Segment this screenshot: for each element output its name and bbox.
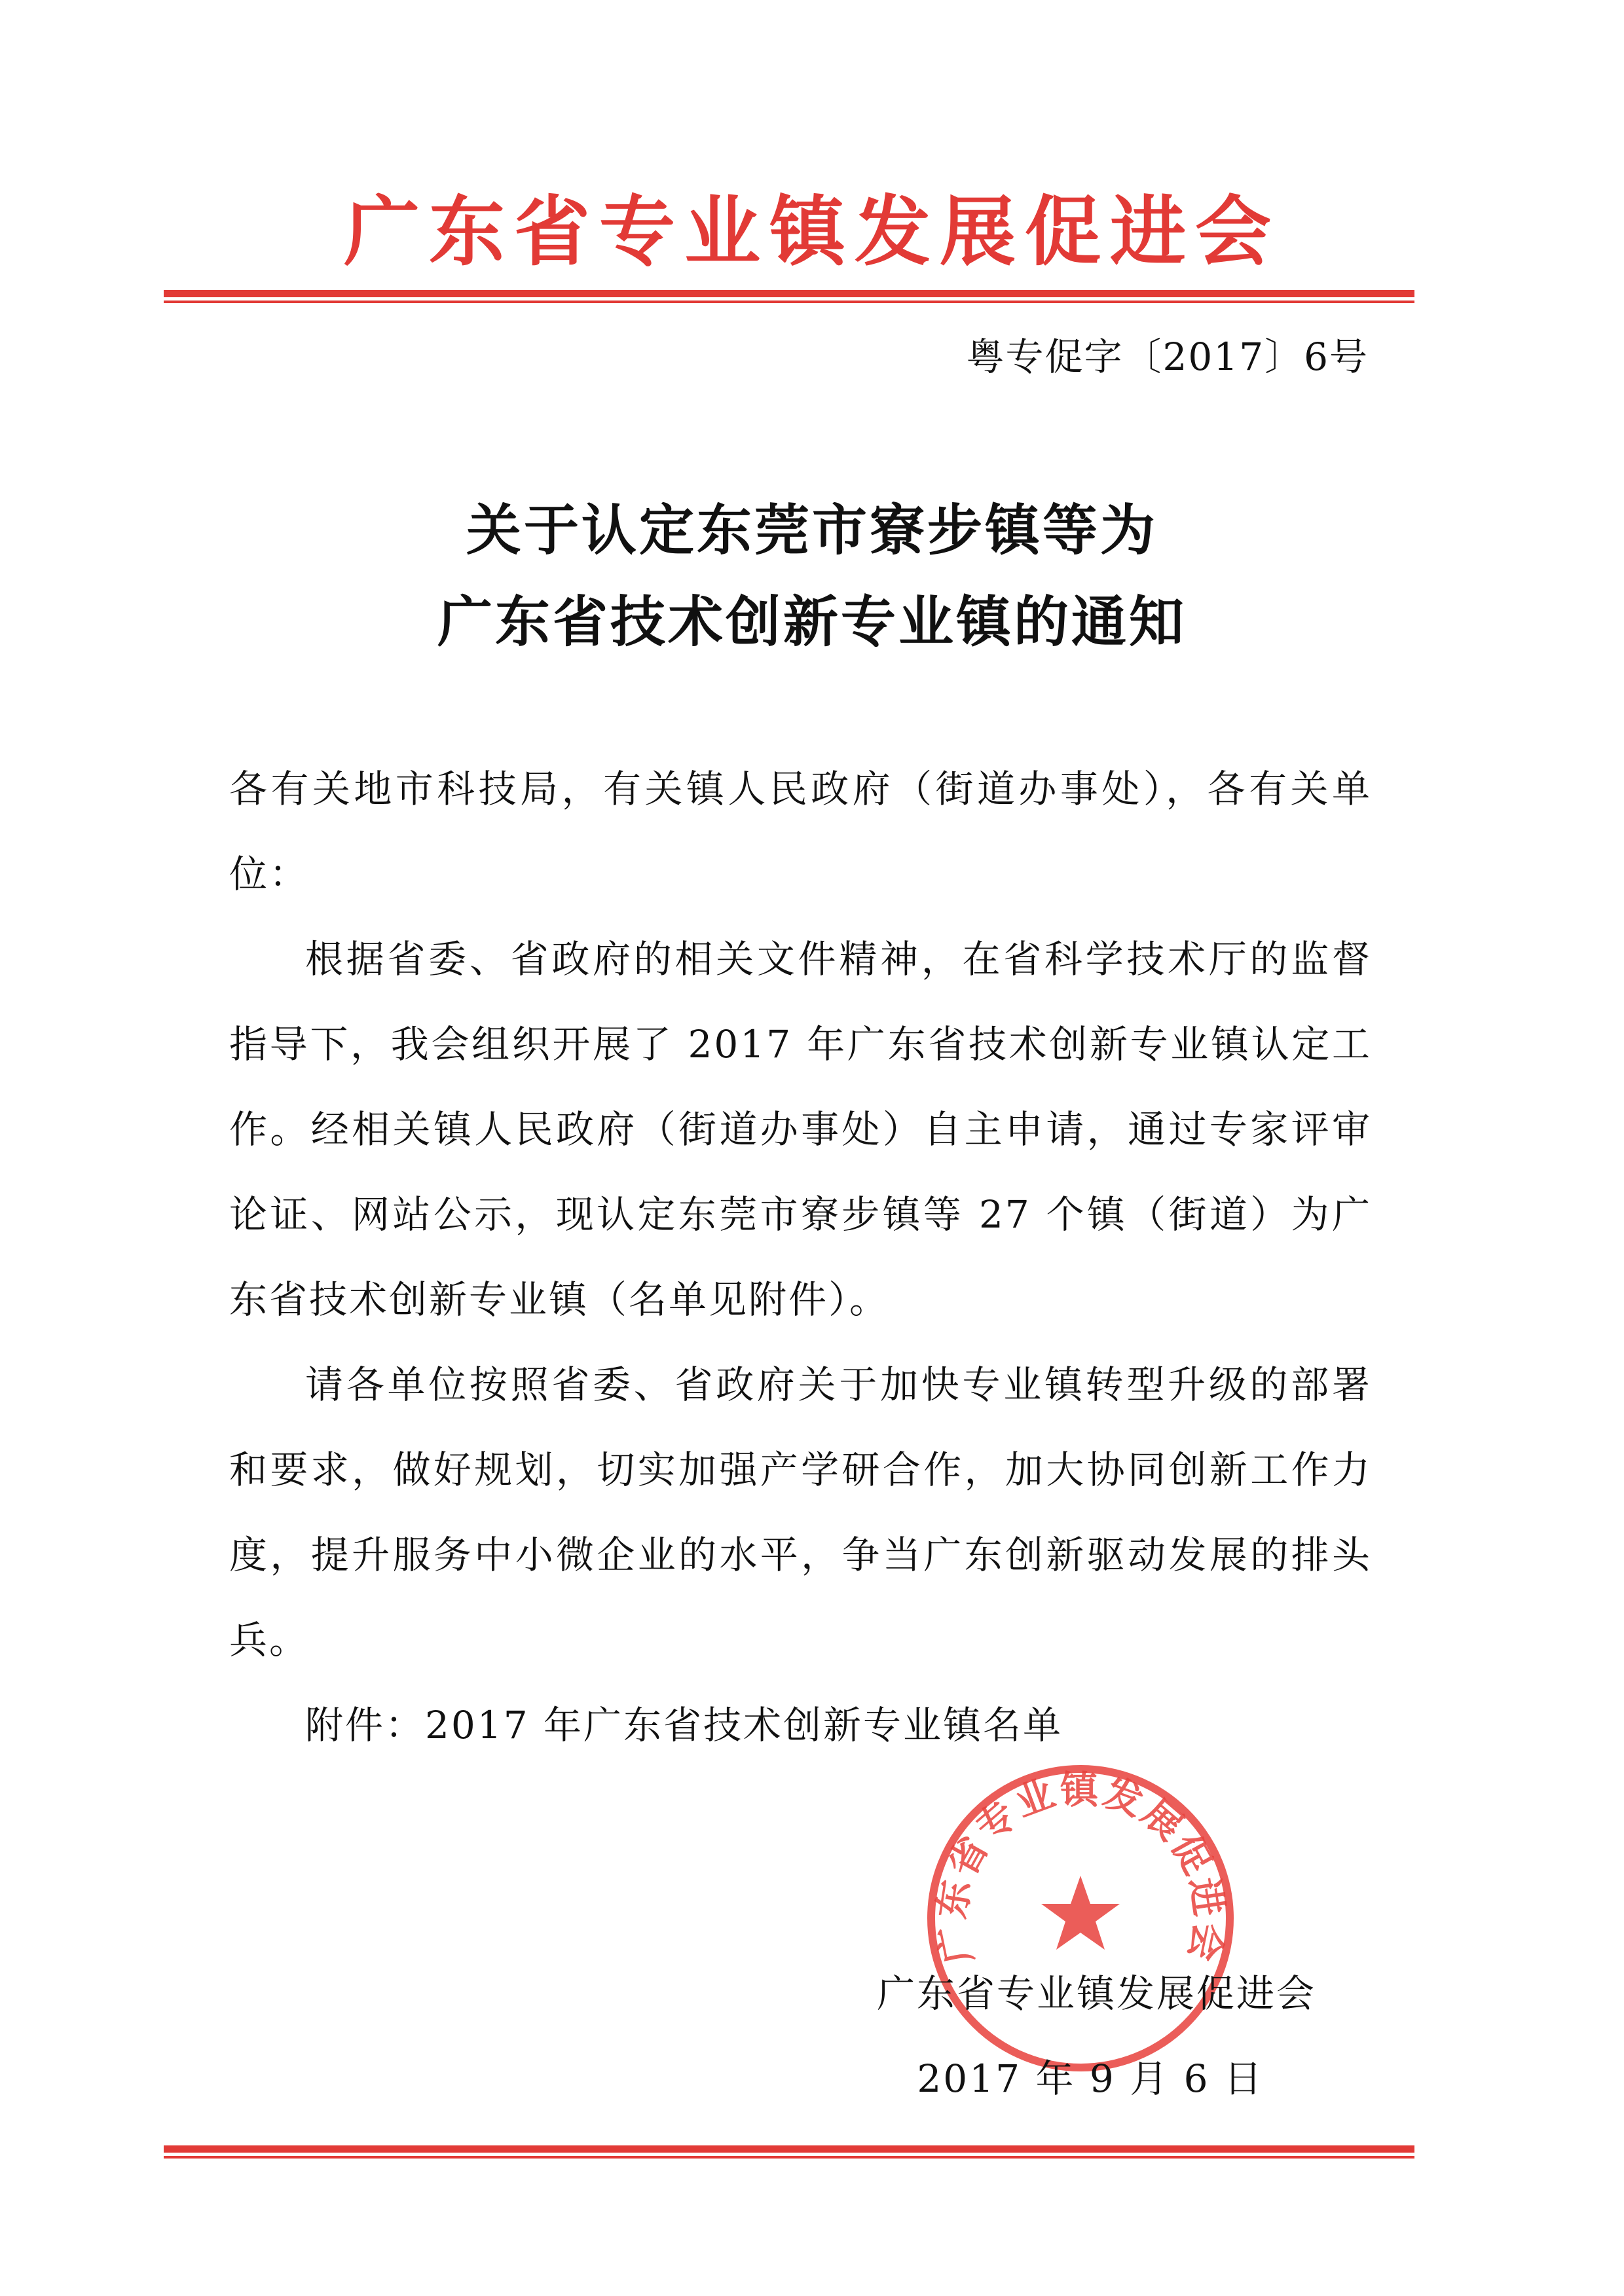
signature-date: 2017 年 9 月 6 日 (917, 2056, 1264, 2101)
document-number: 粤专促字〔2017〕6号 (966, 335, 1369, 379)
footer-divider-thick (164, 2145, 1414, 2153)
signature-block (877, 1951, 1316, 2121)
org-letterhead: 广东省专业镇发展促进会 (344, 188, 1280, 276)
footer-divider-thin (164, 2156, 1414, 2159)
document-title-line-1: 关于认定东莞市寮步镇等为 (466, 498, 1158, 562)
seal-text: 广东省专业镇发展促进会 (929, 1767, 1232, 1968)
body-paragraph-2: 请各单位按照省委、省政府关于加快专业镇转型升级的部署和要求，做好规划，切实加强产学研合作，加大协同创新工作力度，提升服务中小微企业的水平，争当广东创新驱动发展的排头兵。 (229, 1362, 1372, 1662)
footer-divider (164, 2145, 1414, 2160)
salutation: 各有关地市科技局，有关镇人民政府（街道办事处），各有关单位： (229, 767, 1372, 896)
letterhead-divider-thin (164, 301, 1414, 303)
document-title (0, 484, 1624, 668)
letterhead-divider-thick (164, 290, 1414, 297)
document-title-line-2: 广东省技术创新专业镇的通知 (437, 589, 1187, 654)
signature-org: 广东省专业镇发展促进会 (876, 1971, 1316, 2016)
letterhead-divider (164, 290, 1414, 304)
seal-star-icon (1041, 1876, 1120, 1950)
attachment-note: 附件：2017 年广东省技术创新专业镇名单 (305, 1703, 1063, 1747)
document-body (229, 746, 1372, 1768)
body-paragraph-1: 根据省委、省政府的相关文件精神，在省科学技术厅的监督指导下，我会组织开展了 2017 年广东省技术创新专业镇认定工作。经相关镇人民政府（街道办事处）自主申请，通过专家评审论证、网站公示，现认定东莞市寮步镇等 27 个镇（街道）为广东省技术创新专业镇（名单见附件）。 (229, 937, 1372, 1322)
